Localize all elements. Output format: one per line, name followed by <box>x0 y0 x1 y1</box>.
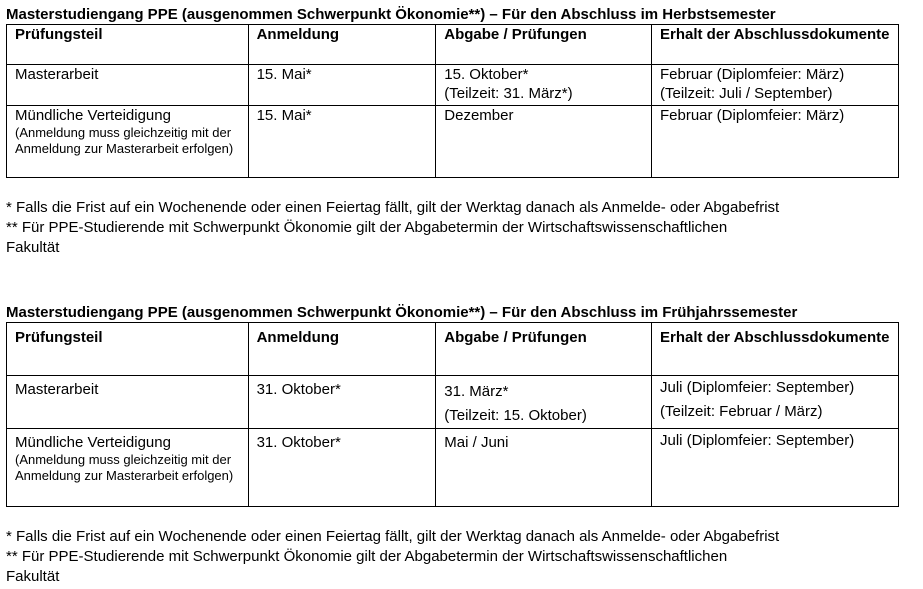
cell-submission: Dezember <box>436 106 652 178</box>
documents-date: Juli (Diplomfeier: September) <box>659 379 855 396</box>
table-row <box>7 429 899 507</box>
cell-submission <box>436 376 652 429</box>
column-header: Abgabe / Prüfungen <box>436 323 652 376</box>
cell-documents <box>651 65 898 106</box>
part-label: Masterarbeit <box>15 381 99 398</box>
column-header: Erhalt der Abschlussdokumente <box>651 25 898 65</box>
table-row <box>7 106 899 178</box>
footnote: ** Für PPE-Studierende mit Schwerpunkt Ökonomie gilt der Abgabetermin der Wirtschaftswissenschaftlichen <box>6 548 728 565</box>
footnotes <box>6 198 916 258</box>
part-label: Mündliche Verteidigung <box>15 107 171 124</box>
schedule-table <box>6 24 899 178</box>
column-header: Prüfungsteil <box>7 25 249 65</box>
cell-documents <box>651 376 898 429</box>
documents-note: (Teilzeit: Juli / September) <box>659 85 833 102</box>
part-note: (Anmeldung muss gleichzeitig mit der Anmeldung zur Masterarbeit erfolgen) <box>15 125 234 156</box>
column-header: Anmeldung <box>248 323 436 376</box>
section-fruehjahrssemester <box>6 304 916 587</box>
section-title: Masterstudiengang PPE (ausgenommen Schwerpunkt Ökonomie**) – Für den Abschluss im Herbstsemester <box>6 6 776 23</box>
submission-note: (Teilzeit: 15. Oktober) <box>444 407 587 424</box>
cell-part <box>7 376 249 429</box>
cell-part <box>7 429 249 507</box>
part-note: (Anmeldung muss gleichzeitig mit der Anmeldung zur Masterarbeit erfolgen) <box>15 452 234 483</box>
cell-documents: Februar (Diplomfeier: März) <box>651 106 898 178</box>
column-header: Prüfungsteil <box>7 323 249 376</box>
submission-date: 31. März* <box>444 383 509 400</box>
schedule-table <box>6 322 899 507</box>
documents-date: Februar (Diplomfeier: März) <box>659 66 845 83</box>
table-header-row <box>7 323 899 376</box>
cell-registration: 31. Oktober* <box>248 376 436 429</box>
part-label: Mündliche Verteidigung <box>15 434 171 451</box>
cell-registration: 15. Mai* <box>248 106 436 178</box>
cell-registration: 31. Oktober* <box>248 429 436 507</box>
documents-note: (Teilzeit: Februar / März) <box>659 403 823 420</box>
footnote: * Falls die Frist auf ein Wochenende oder einen Feiertag fällt, gilt der Werktag danach als Anmelde- oder Abgabefrist <box>6 199 780 216</box>
column-header: Abgabe / Prüfungen <box>436 25 652 65</box>
part-label: Masterarbeit <box>15 66 99 83</box>
cell-part <box>7 65 249 106</box>
footnote: ** Für PPE-Studierende mit Schwerpunkt Ökonomie gilt der Abgabetermin der Wirtschaftswissenschaftlichen <box>6 219 728 236</box>
table-row <box>7 376 899 429</box>
submission-date: 15. Oktober* <box>444 66 529 83</box>
section-title: Masterstudiengang PPE (ausgenommen Schwerpunkt Ökonomie**) – Für den Abschluss im Frühjahrssemester <box>6 304 798 321</box>
cell-submission <box>436 65 652 106</box>
cell-registration: 15. Mai* <box>248 65 436 106</box>
cell-submission: Mai / Juni <box>436 429 652 507</box>
footnote: Fakultät <box>6 568 60 585</box>
submission-note: (Teilzeit: 31. März*) <box>444 85 573 102</box>
table-row <box>7 65 899 106</box>
footnote: Fakultät <box>6 239 60 256</box>
column-header: Anmeldung <box>248 25 436 65</box>
table-header-row <box>7 25 899 65</box>
footnotes <box>6 527 916 587</box>
section-herbstsemester <box>6 6 916 258</box>
cell-part <box>7 106 249 178</box>
cell-documents: Juli (Diplomfeier: September) <box>651 429 898 507</box>
column-header: Erhalt der Abschlussdokumente <box>651 323 898 376</box>
footnote: * Falls die Frist auf ein Wochenende oder einen Feiertag fällt, gilt der Werktag danach als Anmelde- oder Abgabefrist <box>6 528 780 545</box>
